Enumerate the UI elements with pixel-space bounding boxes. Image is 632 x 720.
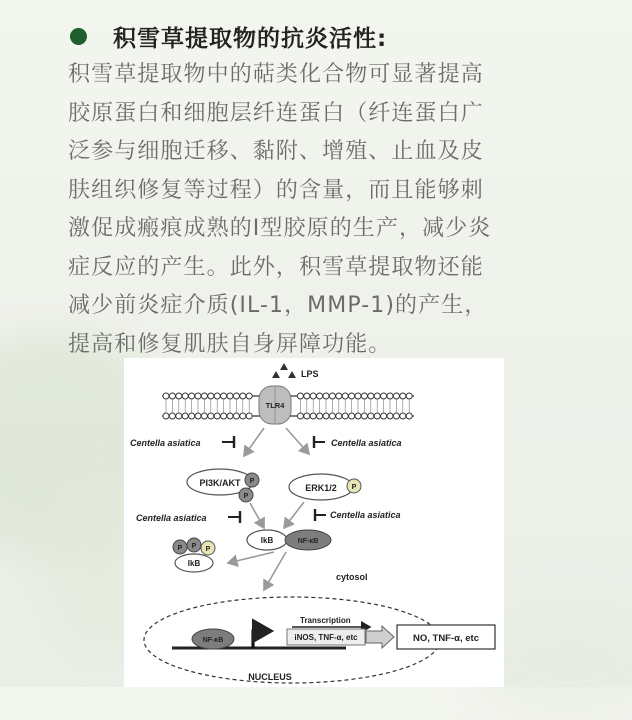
paragraph-line: 积雪草提取物中的萜类化合物可显著提高	[68, 62, 484, 87]
cytosol-label: cytosol	[336, 572, 368, 582]
ikb-label: IkB	[187, 559, 201, 568]
paragraph-line: 泛参与细胞迁移、黏附、增殖、止血及皮	[68, 139, 484, 164]
gene-label: iNOS, TNF-α, etc	[294, 633, 358, 642]
phospho-label: P	[351, 484, 357, 491]
paragraph-line: 提高和修复肌肤自身屏障功能。	[68, 331, 392, 357]
erk-label: ERK1/2	[305, 483, 337, 493]
arrow-to-erk	[286, 428, 309, 454]
inhibition-icon	[315, 509, 326, 521]
phospho-label: P	[205, 546, 211, 553]
paragraph-line: 症反应的产生。此外，积雪草提取物还能	[68, 254, 484, 280]
nfkb-label: NF-κB	[297, 538, 319, 545]
phospho-label: P	[249, 478, 255, 485]
arrow-to-pi3k	[244, 428, 264, 456]
output-arrow-icon	[366, 626, 394, 648]
bullet-dot-icon	[70, 28, 87, 45]
phospho-label: P	[243, 493, 249, 500]
heading-text: 积雪草提取物的抗炎活性:	[113, 25, 388, 52]
lps-label: LPS	[301, 369, 319, 379]
arrow-to-ikb	[284, 502, 304, 528]
inhibition-icon	[222, 436, 234, 448]
arrow-to-ikb	[250, 503, 264, 528]
pi3k-label: PI3K/AKT	[199, 478, 241, 488]
promoter-arrow-icon	[253, 631, 271, 648]
inhibitor-label-1: Centella asiatica	[130, 438, 201, 448]
paragraph-line: 肤组织修复等过程）的含量，而且能够刺	[68, 177, 484, 203]
arrow-nfkb-to-nucleus	[264, 552, 286, 590]
tlr4-label: TLR4	[265, 401, 285, 410]
inhibitor-label-3: Centella asiatica	[136, 513, 207, 523]
arrow-ikb-degradation	[228, 552, 274, 563]
phospho-label: P	[177, 545, 183, 552]
section-heading	[70, 18, 387, 54]
ikb-label: IkB	[260, 536, 274, 545]
nucleus-label: NUCLEUS	[248, 672, 292, 682]
ikb-nfkb-complex	[247, 530, 331, 550]
lps-molecules-icon	[272, 363, 296, 378]
pathway-diagram	[124, 358, 504, 687]
pathway-figure	[124, 358, 504, 687]
inhibitor-label-2: Centella asiatica	[331, 438, 402, 448]
transcription-label: Transcription	[300, 616, 351, 625]
inhibition-icon	[228, 511, 240, 523]
nfkb-label: NF-κB	[202, 637, 224, 644]
inhibition-icon	[314, 436, 325, 448]
paragraph-line: 胶原蛋白和细胞层纤连蛋白（纤连蛋白广	[68, 100, 484, 126]
phospho-label: P	[191, 543, 197, 550]
body-paragraph	[68, 56, 568, 364]
paragraph-line: 减少前炎症介质(IL-1，MMP-1)的产生，	[68, 293, 488, 318]
output-label: NO, TNF-α, etc	[412, 633, 480, 644]
inhibitor-label-4: Centella asiatica	[330, 510, 401, 520]
paragraph-line: 激促成瘢痕成熟的I型胶原的生产，减少炎	[68, 216, 492, 241]
